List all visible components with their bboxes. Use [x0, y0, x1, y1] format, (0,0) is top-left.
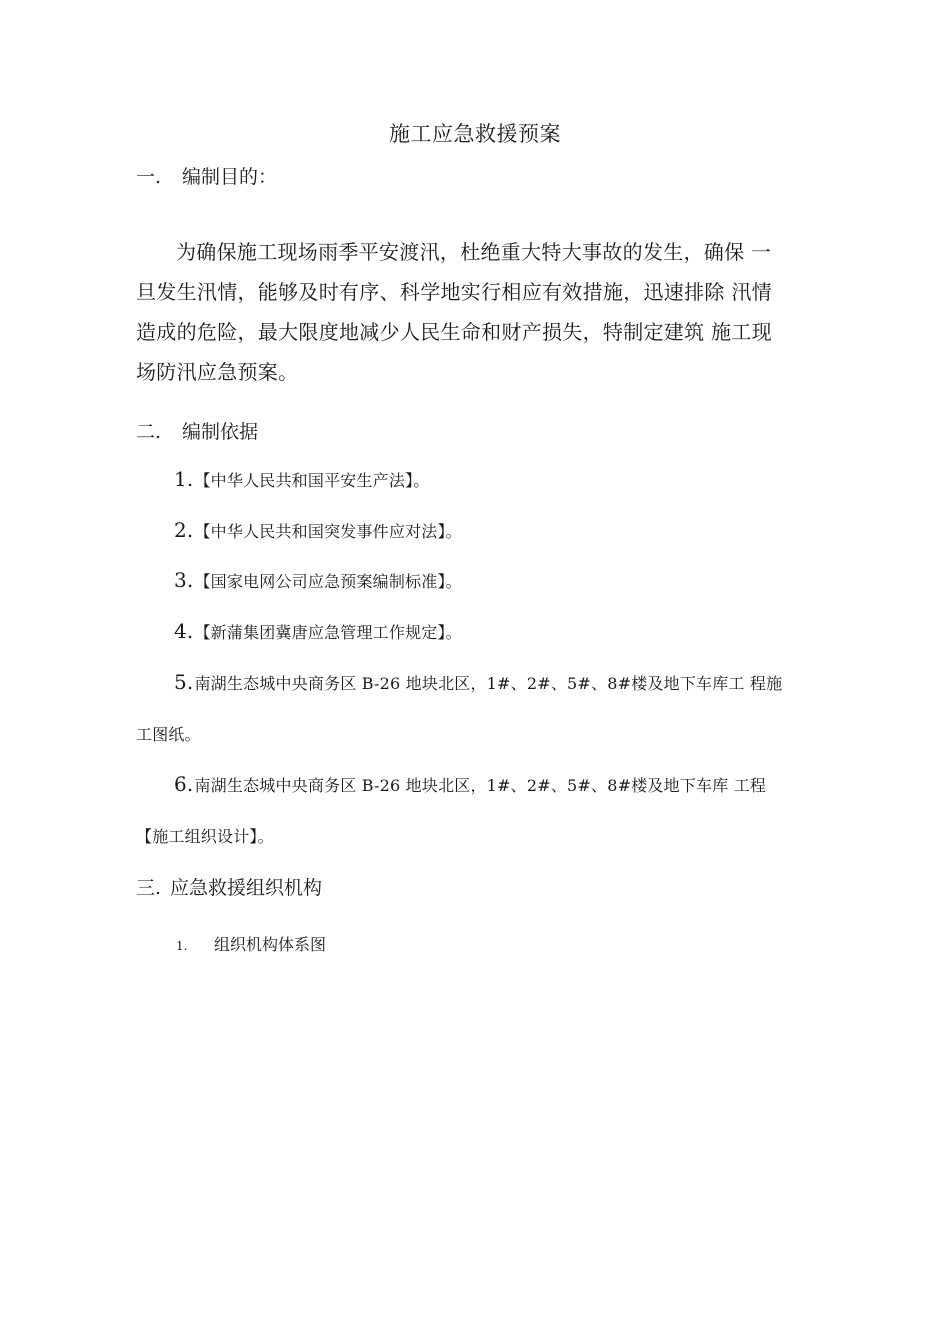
reference-continuation: 工图纸。: [136, 725, 201, 744]
reference-number: 5.: [174, 670, 194, 694]
section-number: 三.: [136, 877, 162, 899]
section-number: 二.: [136, 421, 162, 443]
reference-item: [174, 467, 430, 491]
section-title: 编制目的：: [182, 166, 278, 188]
paragraph-line: 旦发生汛情，能够及时有序、科学地实行相应有效措施，迅速排除 汛情: [136, 280, 772, 304]
document-title: 施工应急救援预案: [389, 122, 561, 146]
section-title: 编制依据: [182, 421, 259, 443]
reference-item: [174, 619, 462, 643]
reference-number: 2.: [174, 518, 194, 542]
reference-item: [174, 568, 462, 592]
reference-item: [174, 518, 462, 542]
reference-number: 3.: [174, 568, 194, 592]
paragraph-line: 造成的危险，最大限度地减少人民生命和财产损失，特制定建筑 施工现: [136, 320, 772, 344]
reference-text: 【中华人民共和国突发事件应对法】。: [194, 522, 462, 541]
reference-number: 6.: [174, 772, 194, 796]
reference-text: 【中华人民共和国平安生产法】。: [194, 471, 430, 490]
section-heading-purpose: [136, 162, 277, 189]
reference-number: 4.: [174, 619, 194, 643]
section-heading-organization: [136, 873, 322, 900]
sub-item: [176, 932, 326, 955]
section-title: 应急救援组织机构: [170, 877, 323, 899]
paragraph-line: 场防汛应急预案。: [136, 360, 299, 384]
reference-item: [174, 670, 782, 694]
reference-number: 1.: [174, 467, 194, 491]
reference-text: 【新蒲集团冀唐应急管理工作规定】。: [194, 623, 462, 642]
section-number: 一.: [136, 166, 162, 188]
reference-continuation: 【施工组织设计】。: [136, 827, 274, 846]
section-heading-basis: [136, 417, 258, 444]
sub-item-number: 1.: [176, 939, 188, 953]
reference-text: 南湖生态城中央商务区 B-26 地块北区，1#、2#、5#、8#楼及地下车库 工程: [194, 776, 767, 795]
paragraph-line: 为确保施工现场雨季平安渡汛，杜绝重大特大事故的发生，确保 一: [176, 240, 772, 264]
reference-item: [174, 772, 766, 796]
reference-text: 【国家电网公司应急预案编制标准】。: [194, 572, 462, 591]
sub-item-text: 组织机构体系图: [214, 935, 327, 954]
reference-text: 南湖生态城中央商务区 B-26 地块北区，1#、2#、5#、8#楼及地下车库工 程施: [194, 674, 783, 693]
